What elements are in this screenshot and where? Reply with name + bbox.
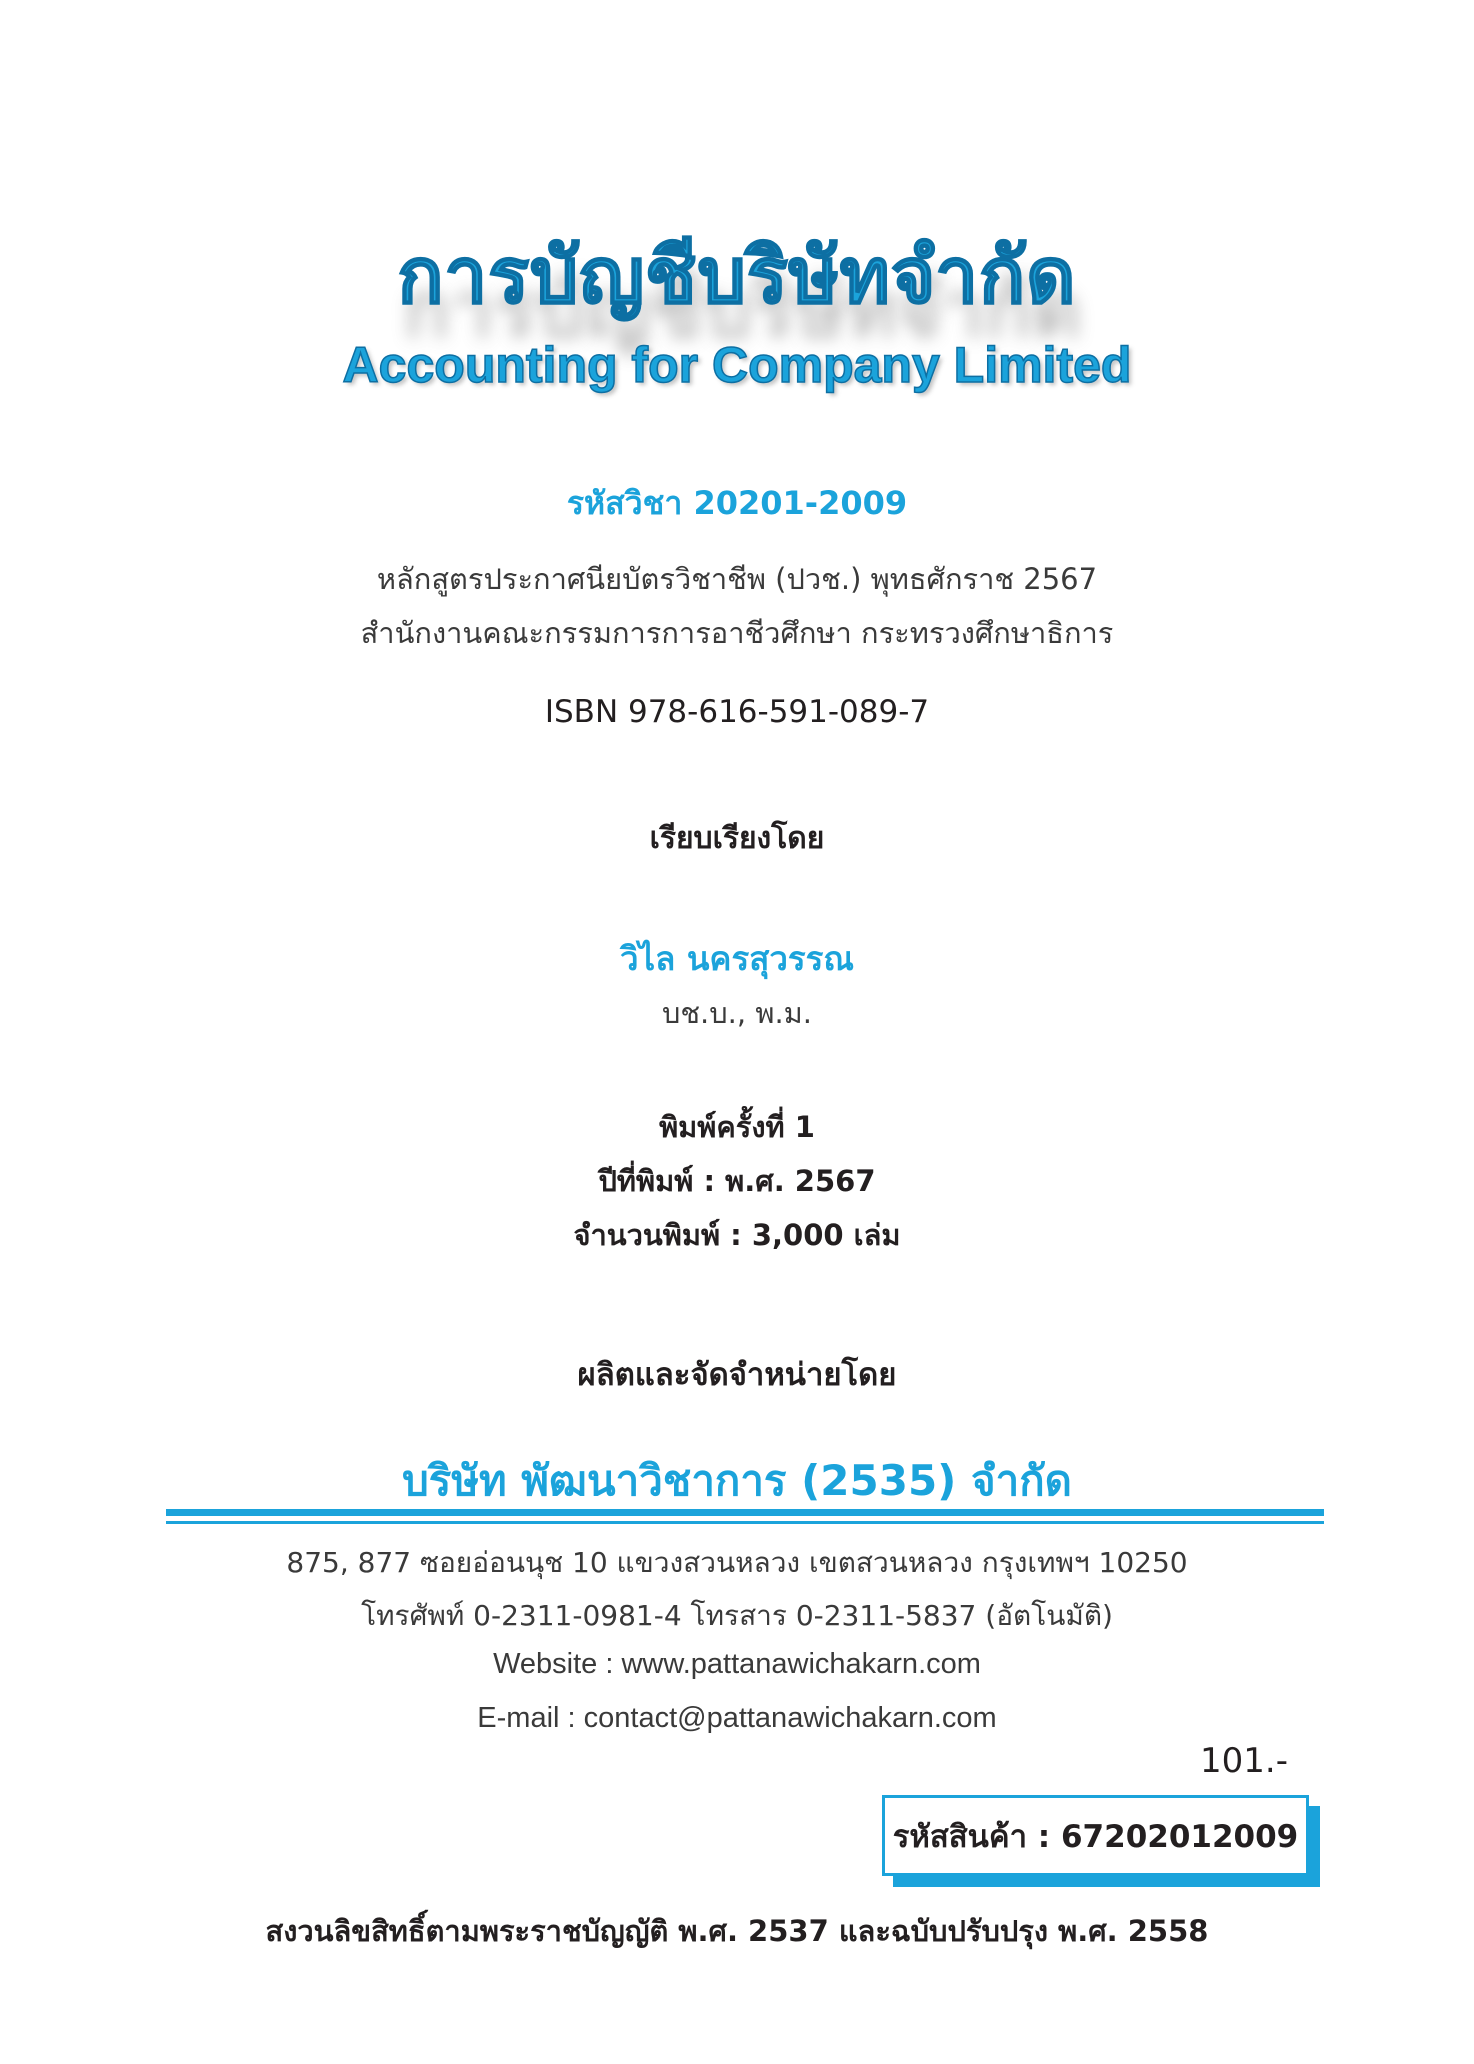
- office-line: สำนักงานคณะกรรมการการอาชีวศึกษา กระทรวงศึกษาธิการ: [360, 616, 1114, 650]
- arranged-by-label: เรียบเรียงโดย: [649, 821, 825, 856]
- produced-by-label: ผลิตและจัดจำหน่ายโดย: [577, 1357, 897, 1393]
- price: 101.-: [1200, 1741, 1288, 1781]
- print-count: จำนวนพิมพ์ : 3,000 เล่ม: [573, 1218, 901, 1252]
- course-code: รหัสวิชา 20201-2009: [566, 484, 908, 522]
- curriculum-line: หลักสูตรประกาศนียบัตรวิชาชีพ (ปวช.) พุทธศักราช 2567: [376, 562, 1098, 596]
- publisher-name: บริษัท พัฒนาวิชาการ (2535) จำกัด: [402, 1456, 1072, 1505]
- product-code-box: [882, 1795, 1309, 1876]
- divider-thick: [166, 1509, 1324, 1516]
- divider-thin: [166, 1521, 1324, 1524]
- author-name: วิไล นครสุวรรณ: [620, 939, 854, 978]
- book-title-english: Accounting for Company Limited: [342, 337, 1132, 393]
- product-code: รหัสสินค้า : 67202012009: [892, 1818, 1299, 1855]
- book-title-thai: การบัญชีบริษัทจำกัด: [397, 231, 1077, 320]
- isbn: ISBN 978-616-591-089-7: [544, 694, 930, 730]
- publisher-website: Website : www.pattanawichakarn.com: [493, 1648, 981, 1680]
- publisher-address: 875, 877 ซอยอ่อนนุช 10 แขวงสวนหลวง เขตสวนหลวง กรุงเทพฯ 10250: [286, 1546, 1188, 1579]
- edition: พิมพ์ครั้งที่ 1: [659, 1110, 815, 1144]
- print-year: ปีที่พิมพ์ : พ.ศ. 2567: [598, 1164, 876, 1198]
- copyright-notice: สงวนลิขสิทธิ์ตามพระราชบัญญัติ พ.ศ. 2537 และฉบับปรับปรุง พ.ศ. 2558: [265, 1914, 1209, 1948]
- author-degree: บช.บ., พ.ม.: [661, 996, 813, 1030]
- publisher-email: E-mail : contact@pattanawichakarn.com: [477, 1702, 997, 1734]
- publisher-phone: โทรศัพท์ 0-2311-0981-4 โทรสาร 0-2311-5837 (อัตโนมัติ): [361, 1599, 1113, 1632]
